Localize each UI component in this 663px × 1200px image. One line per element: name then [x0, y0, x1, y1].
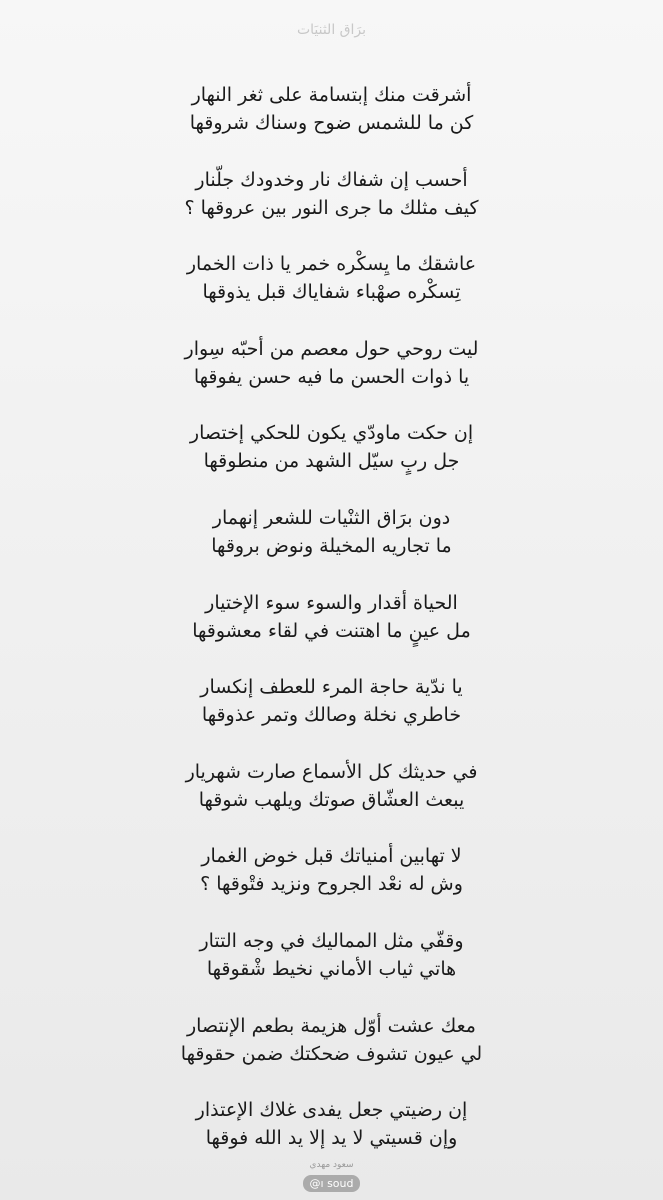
poem-line: عاشقك ما يِسكْره خمر يا ذات الخمار: [186, 253, 477, 276]
stanza: [0, 673, 663, 758]
poem-line: كيف مثلك ما جرى النور بين عروقها ؟: [184, 196, 479, 219]
poem-line: إن حكت ماودّي يكون للحكي إختصار: [189, 422, 474, 445]
poem-line: في حديثك كل الأسماع صارت شهريار: [185, 760, 478, 783]
poem-line: ما تجاريه المخيلة ونوض بروقها: [211, 534, 452, 557]
stanza: [0, 589, 663, 674]
stanza: [0, 81, 663, 166]
poem-line: يا ذوات الحسن ما فيه حسن يفوقها: [193, 365, 470, 388]
stanza: [0, 842, 663, 927]
stanza: [0, 250, 663, 335]
poem-line: يا ندّية حاجة المرء للعطف إنكسار: [200, 676, 463, 699]
stanza: [0, 419, 663, 504]
poem-line: دون برَاق الثنْيات للشعر إنهمار: [212, 506, 451, 529]
poem-line: وقفّي مثل المماليك في وجه التتار: [199, 929, 464, 952]
poem-line: لي عيون تشوف ضحكتك ضمن حقوقها: [180, 1042, 483, 1065]
poem-body: [0, 81, 663, 1181]
poem-line: وش له نعْد الجروح ونزيد فتْوقها ؟: [200, 873, 463, 896]
stanza: [0, 758, 663, 843]
poem-line: خاطري نخلة وصالك وتمر عذوقها: [201, 704, 462, 727]
stanza: [0, 166, 663, 251]
poem-line: أشرقت منك إبتسامة على ثغر النهار: [191, 84, 472, 106]
poem-line: وإن قسيتي لا يد إلا يد الله فوقها: [205, 1127, 458, 1150]
poem-line: لا تهابين أمنياتك قبل خوض الغمار: [201, 845, 462, 868]
poem-line: أحسب إن شفاك نار وخدودك جلّنار: [195, 168, 468, 191]
stanza: [0, 927, 663, 1012]
poem-line: هاتي ثياب الأماني نخيط شْقوقها: [206, 957, 457, 980]
poem-line: تِسكْره صهْباء شفاياك قبل يذوقها: [202, 281, 461, 304]
poem-line: كن ما للشمس ضوح وسناك شروقها: [189, 112, 474, 134]
poem-line: يبعث العشّاق صوتك ويلهب شوقها: [198, 788, 465, 811]
handle-container: [0, 1172, 663, 1192]
poem-line: مل عينٍ ما اهتنت في لقاء معشوقها: [192, 619, 471, 642]
stanza: [0, 335, 663, 420]
poem-line: الحياة أقدار والسوء سوء الإختيار: [205, 591, 458, 614]
stanza: [0, 504, 663, 589]
poem-title: برَاق الثنيَات: [296, 22, 367, 38]
author-handle[interactable]: @ı soud: [303, 1175, 361, 1192]
poem-line: معك عشت أوّل هزيمة بطعم الإنتصار: [187, 1014, 476, 1037]
poem-line: ليت روحي حول معصم من أحبّه سِوار: [184, 337, 479, 360]
author-signature: سعود مهدي: [309, 1160, 354, 1170]
stanza: [0, 1012, 663, 1097]
poem-line: إن رضيتي جعل يفدى غلاك الإعتذار: [195, 1099, 468, 1122]
poem-line: جل ربٍ سيّل الشهد من منطوقها: [203, 450, 460, 473]
